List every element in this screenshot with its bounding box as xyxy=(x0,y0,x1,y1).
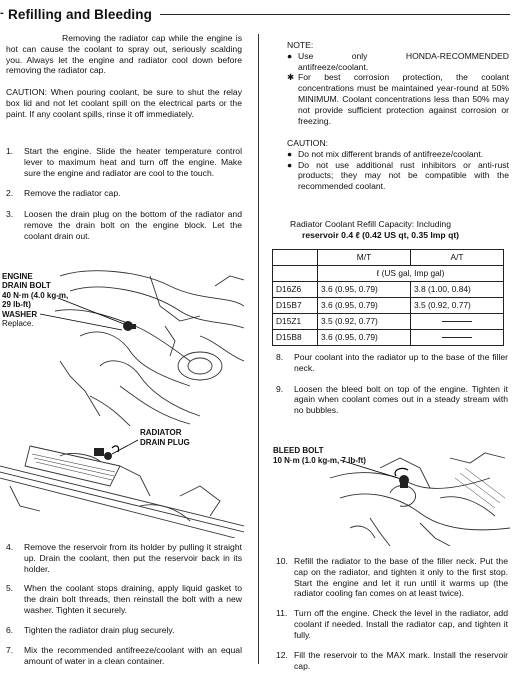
mt-cell: 3.6 (0.95, 0.79) xyxy=(318,330,411,346)
caution-item xyxy=(287,149,509,160)
table-row xyxy=(273,314,504,330)
steps-list-b xyxy=(6,542,242,666)
step-text: Mix the recommended antifreeze/coolant with an equal amount of water in a clean container. xyxy=(24,644,242,666)
step-item xyxy=(276,650,508,672)
step-text: Fill the reservoir to the MAX mark. Install the reservoir cap. xyxy=(294,649,508,671)
step-number: 4. xyxy=(6,542,14,552)
dash-mark xyxy=(442,337,472,338)
step-text: Loosen the drain plug on the bottom of the radiator and remove the drain bolt on the engine block. Let the coolant drain out. xyxy=(24,209,242,241)
label-line: WASHER xyxy=(2,309,38,319)
at-cell-empty xyxy=(411,330,504,346)
engine-cell: D16Z6 xyxy=(273,282,318,298)
engine-cell: D15Z1 xyxy=(273,314,318,330)
mt-cell: 3.6 (0.95, 0.79) xyxy=(318,282,411,298)
step-text: Turn off the engine. Check the level in the radiator, add coolant if needed. Install the radiator cap, and tighten it fully. xyxy=(294,608,508,640)
unit-cell-empty xyxy=(273,266,318,282)
label-line: RADIATOR xyxy=(140,428,182,437)
step-item xyxy=(6,625,242,636)
label-line: Replace. xyxy=(2,319,34,329)
at-cell: 3.5 (0.92, 0.77) xyxy=(411,298,504,314)
table-header-row xyxy=(273,250,504,266)
note-label: NOTE: xyxy=(287,40,314,50)
step-text: Tighten the radiator drain plug securely. xyxy=(24,624,175,635)
step-number: 7. xyxy=(6,644,14,655)
table-unit-row xyxy=(273,266,504,282)
step-number: 11. xyxy=(276,608,288,619)
label-line: BLEED BOLT xyxy=(273,446,324,455)
label-line: 40 N·m (4.0 kg-m, xyxy=(2,290,69,300)
table-row xyxy=(273,282,504,298)
step-number: 3. xyxy=(6,209,14,220)
page-title: Refilling and Bleeding xyxy=(8,7,152,22)
engine-cell: D15B8 xyxy=(273,330,318,346)
step-item xyxy=(6,188,242,199)
step-number: 12. xyxy=(276,649,288,660)
steps-list-a xyxy=(6,146,242,242)
step-item xyxy=(276,608,508,640)
bleed-bolt-illustration xyxy=(270,438,510,546)
caution-item-text: Do not use additional rust inhibitors or anti-rust products; they may not be compatible with the recommended coolant. xyxy=(298,159,509,192)
coolant-capacity-table xyxy=(272,249,504,346)
note-text: Use only HONDA-RECOMMENDED antifreeze/coolant. xyxy=(298,50,509,72)
caution-block xyxy=(287,138,509,192)
label-line: 10 N·m (1.0 kg-m, 7 lb-ft) xyxy=(273,455,366,465)
label-line: ENGINE xyxy=(2,272,33,281)
step-number: 2. xyxy=(6,188,14,199)
header-cell-empty xyxy=(273,250,318,266)
step-item xyxy=(276,556,508,599)
steps-list-right-a xyxy=(276,352,508,416)
step-item xyxy=(6,209,242,241)
unit-cell: ℓ (US gal, Imp gal) xyxy=(318,266,504,282)
step-text: Remove the radiator cap. xyxy=(24,188,121,199)
capacity-line-1: Radiator Coolant Refill Capacity: Including xyxy=(290,219,451,229)
radiator-drain-plug-label xyxy=(140,428,190,447)
step-number: 8. xyxy=(276,352,284,362)
label-line: DRAIN PLUG xyxy=(140,437,190,447)
caution-item xyxy=(287,160,509,192)
step-item xyxy=(6,146,242,178)
step-number: 5. xyxy=(6,583,14,594)
step-text: Pour coolant into the radiator up to the base of the filler neck. xyxy=(294,352,508,373)
radiator-drain-plug-illustration xyxy=(0,426,244,538)
step-number: 9. xyxy=(276,383,284,394)
step-item xyxy=(6,542,242,574)
capacity-heading xyxy=(290,219,510,241)
mt-cell: 3.6 (0.95, 0.79) xyxy=(318,298,411,314)
bullet-icon: ● xyxy=(287,159,293,170)
engine-drain-bolt-illustration xyxy=(0,266,244,426)
step-text: Remove the reservoir from its holder by pulling it straight up. Drain the coolant, then put the reservoir back in its holder. xyxy=(24,542,242,574)
caution-item-text: Do not mix different brands of antifreeze/coolant. xyxy=(298,148,484,159)
step-text: Loosen the bleed bolt on top of the engine. Tighten it again when coolant comes out in a steady stream with no bubbles. xyxy=(294,383,508,416)
step-item xyxy=(6,583,242,615)
step-item xyxy=(276,384,508,416)
note-item xyxy=(287,51,509,73)
mt-cell: 3.5 (0.92, 0.77) xyxy=(318,314,411,330)
note-item xyxy=(287,72,509,126)
step-text: When the coolant stops draining, apply liquid gasket to the drain bolt threads, then reinstall the bolt with a new washer. Tighten it securely. xyxy=(24,583,242,616)
caution-text: CAUTION: When pouring coolant, be sure to shut the relay box lid and not let coolant spill on the electrical parts or the paint. If any coolant spills, rinse it off immediately. xyxy=(6,87,242,119)
step-number: 1. xyxy=(6,146,14,156)
at-cell: 3.8 (1.00, 0.84) xyxy=(411,282,504,298)
step-number: 6. xyxy=(6,624,14,635)
asterisk-icon: ✱ xyxy=(287,72,295,83)
steps-list-right-b xyxy=(276,556,508,671)
label-line: DRAIN BOLT xyxy=(2,281,51,291)
step-item xyxy=(276,352,508,374)
section-marker: - xyxy=(0,7,4,19)
radiator-drawing xyxy=(0,426,244,538)
capacity-line-2: reservoir 0.4 ℓ (0.42 US qt, 0.35 Imp qt) xyxy=(302,229,460,240)
table-row xyxy=(273,330,504,346)
bleed-bolt-label xyxy=(273,446,366,465)
header-cell-mt: M/T xyxy=(318,250,411,266)
label-line: 29 lb-ft) xyxy=(2,300,31,310)
column-divider xyxy=(258,34,259,664)
step-item xyxy=(6,645,242,667)
note-text: For best corrosion protection, the coolant concentrations must be maintained year-round at 50% MINIMUM. Coolant concentrations less than 50% may not provide sufficient protection against corrosion or freezing. xyxy=(298,72,509,126)
engine-cell: D15B7 xyxy=(273,298,318,314)
dash-mark xyxy=(442,321,472,322)
step-text: Refill the radiator to the base of the filler neck. Put the cap on the radiator, and tighten it only to the first stop. Start the engine and let it run until it warms up (the radiator cooling fan comes on at least twice). xyxy=(294,556,508,599)
at-cell-empty xyxy=(411,314,504,330)
note-block xyxy=(287,40,509,127)
table-row xyxy=(273,298,504,314)
title-rule xyxy=(160,14,510,15)
step-number: 10. xyxy=(276,556,288,566)
header-cell-at: A/T xyxy=(411,250,504,266)
step-text: Start the engine. Slide the heater temperature control lever to maximum heat and turn off the engine. Make sure the engine and radiator are cool to the touch. xyxy=(24,146,242,178)
bullet-icon: ● xyxy=(287,148,293,159)
bullet-icon: ● xyxy=(287,50,293,61)
warning-text: Removing the radiator cap while the engine is hot can cause the coolant to spray out, seriously scalding you. Always let the engine and radiator cool down before removing the radiator cap. xyxy=(6,33,242,76)
caution-label: CAUTION: xyxy=(287,138,329,148)
engine-drain-bolt-label xyxy=(2,272,68,329)
